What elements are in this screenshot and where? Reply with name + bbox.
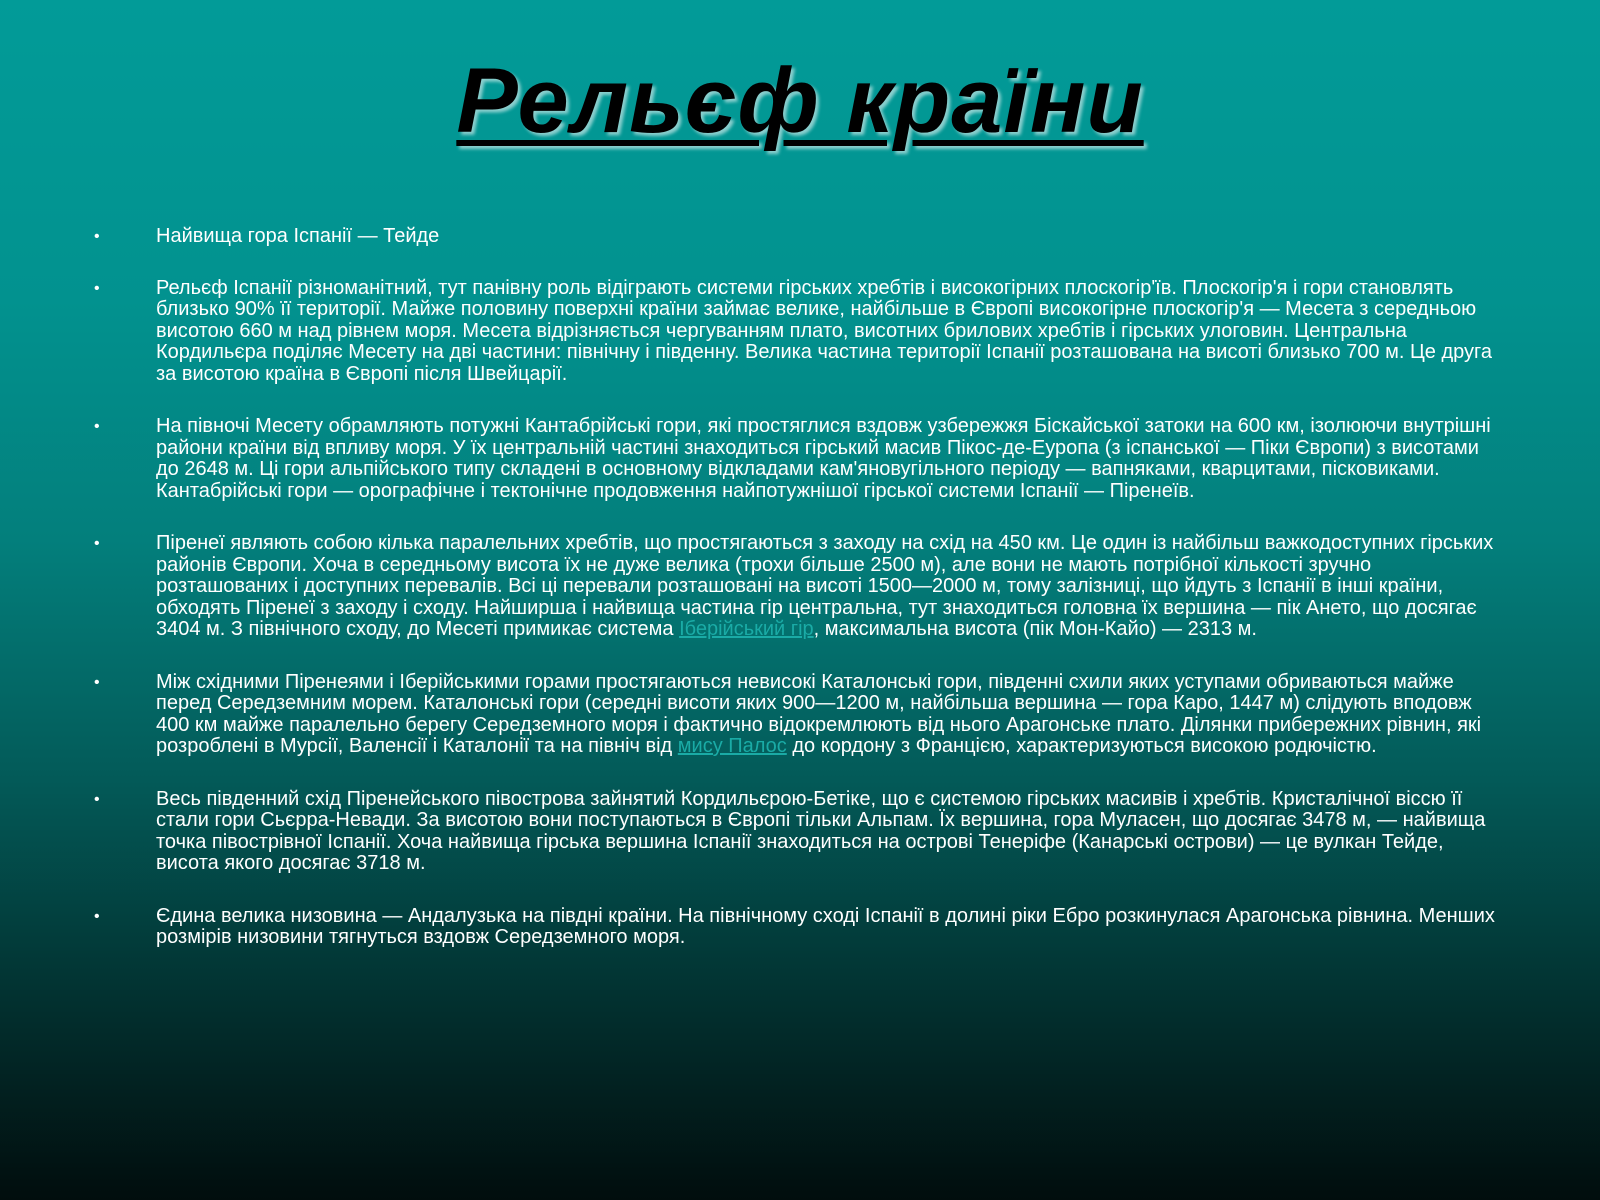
list-item — [92, 789, 1502, 875]
bullet-marker: • — [94, 228, 100, 245]
bullet-text: Єдина велика низовина — Андалузька на півдні країни. На північному сході Іспанії в долині ріки Ебро розкинулася Арагонська рівнина. Менших розмірів низовини тягнуться вздовж Середземного моря. — [156, 904, 1495, 948]
bullet-marker: • — [94, 418, 100, 435]
bullet-text-before: Між східними Піренеями і Іберійськими горами простягаються невисокі Каталонські гори, південні схили яких уступами обриваються майже перед Середземним морем. Каталонські гори (середні висоти яких 900—1200 м, найбільша вершина — гора Каро, 1447 м) слідують вподовж 400 км майже паралельно берегу Середземного моря і фактично відокремлюють від нього Арагонське плато. Ділянки прибережних рівнин, які розроблені в Мурсії, Валенсії і Каталонії та на північ від — [156, 670, 1482, 757]
bullet-marker: • — [94, 535, 100, 552]
iberian-mountains-link[interactable]: Іберійський гір — [679, 618, 814, 640]
list-item — [92, 226, 1502, 248]
cape-palos-link[interactable]: мису Палос — [677, 735, 787, 757]
bullet-text-after: до кордону з Францією, характеризуються високою родючістю. — [786, 735, 1377, 757]
list-item — [92, 672, 1502, 758]
bullet-marker: • — [94, 279, 100, 297]
bullet-marker: • — [94, 907, 100, 925]
bullet-marker: • — [94, 673, 100, 691]
slide-title: Рельєф країни — [456, 50, 1144, 152]
list-item — [92, 906, 1502, 949]
bullet-text-after: , максимальна висота (пік Мон-Кайо) — 2313 м. — [813, 618, 1257, 640]
bullet-list — [92, 226, 1502, 980]
list-item — [92, 278, 1502, 386]
bullet-text — [156, 532, 1493, 640]
bullet-marker: • — [94, 790, 100, 808]
bullet-text: Весь південний схід Піренейського півострова зайнятий Кордильєрою-Бетіке, що є системою гірських масивів і хребтів. Кристалічної віссю її стали гори Сьєрра-Невади. За висотою вони поступаються в Європі тільки Альпам. Їх вершина, гора Муласен, що досягає 3478 м, — найвища точка півострівної Іспанії. Хоча найвища гірська вершина Іспанії знаходиться на острові Тенеріфе (Канарські острови) — це вулкан Тейде, висота якого досягає 3718 м. — [156, 787, 1486, 874]
bullet-text: Рельєф Іспанії різноманітний, тут панівну роль відіграють системи гірських хребтів і високогірних плоскогір'їв. Плоскогір'я і гори становлять близько 90% її території. Майже половину поверхні країни займає велике, найбільше в Європі високогірне плоскогір'я — Месета з середньою висотою 660 м над рівнем моря. Месета відрізняється чергуванням плато, висотних брилових хребтів і гірських улоговин. Центральна Кордильєра поділяє Месету на дві частини: північну і південну. Велика частина території Іспанії розташована на висоті близько 700 м. Це друга за висотою країна в Європі після Швейцарії. — [156, 276, 1492, 385]
bullet-text — [156, 671, 1481, 758]
list-item — [92, 533, 1502, 641]
bullet-text: Найвища гора Іспанії — Тейде — [156, 225, 440, 247]
list-item — [92, 416, 1502, 502]
bullet-text: На півночі Месету обрамляють потужні Кантабрійські гори, які простяглися вздовж узбережжя Біскайської затоки на 600 км, ізолюючи внутрішні райони країни від впливу моря. У їх центральній частині знаходиться гірський масив Пікос-де-Еуропа (з іспанської — Піки Європи) з висотами до 2648 м. Ці гори альпійського типу складені в основному відкладами кам'яновугільного періоду — вапняками, кварцитами, пісковиками. Кантабрійські гори — орографічне і тектонічне продовження найпотужнішої гірської системи Іспанії — Піренеїв. — [156, 415, 1491, 502]
bullet-text-before: Піренеї являють собою кілька паралельних хребтів, що простягаються з заходу на схід на 450 км. Це один із найбільш важкодоступних гірських районів Європи. Хоча в середньому висота їх не дуже велика (трохи більше 2500 м), але вони не мають потрібної кількості зручно розташованих і доступних перевалів. Всі ці перевали розташовані на висоті 1500—2000 м, тому залізниці, що йдуть з Іспанії в інші країни, обходять Піренеї з заходу і сходу. Найширша і найвища частина гір центральна, тут знаходиться головна їх вершина — пік Ането, що досягає 3404 м. З північного сходу, до Месеті примикає система — [156, 532, 1494, 640]
